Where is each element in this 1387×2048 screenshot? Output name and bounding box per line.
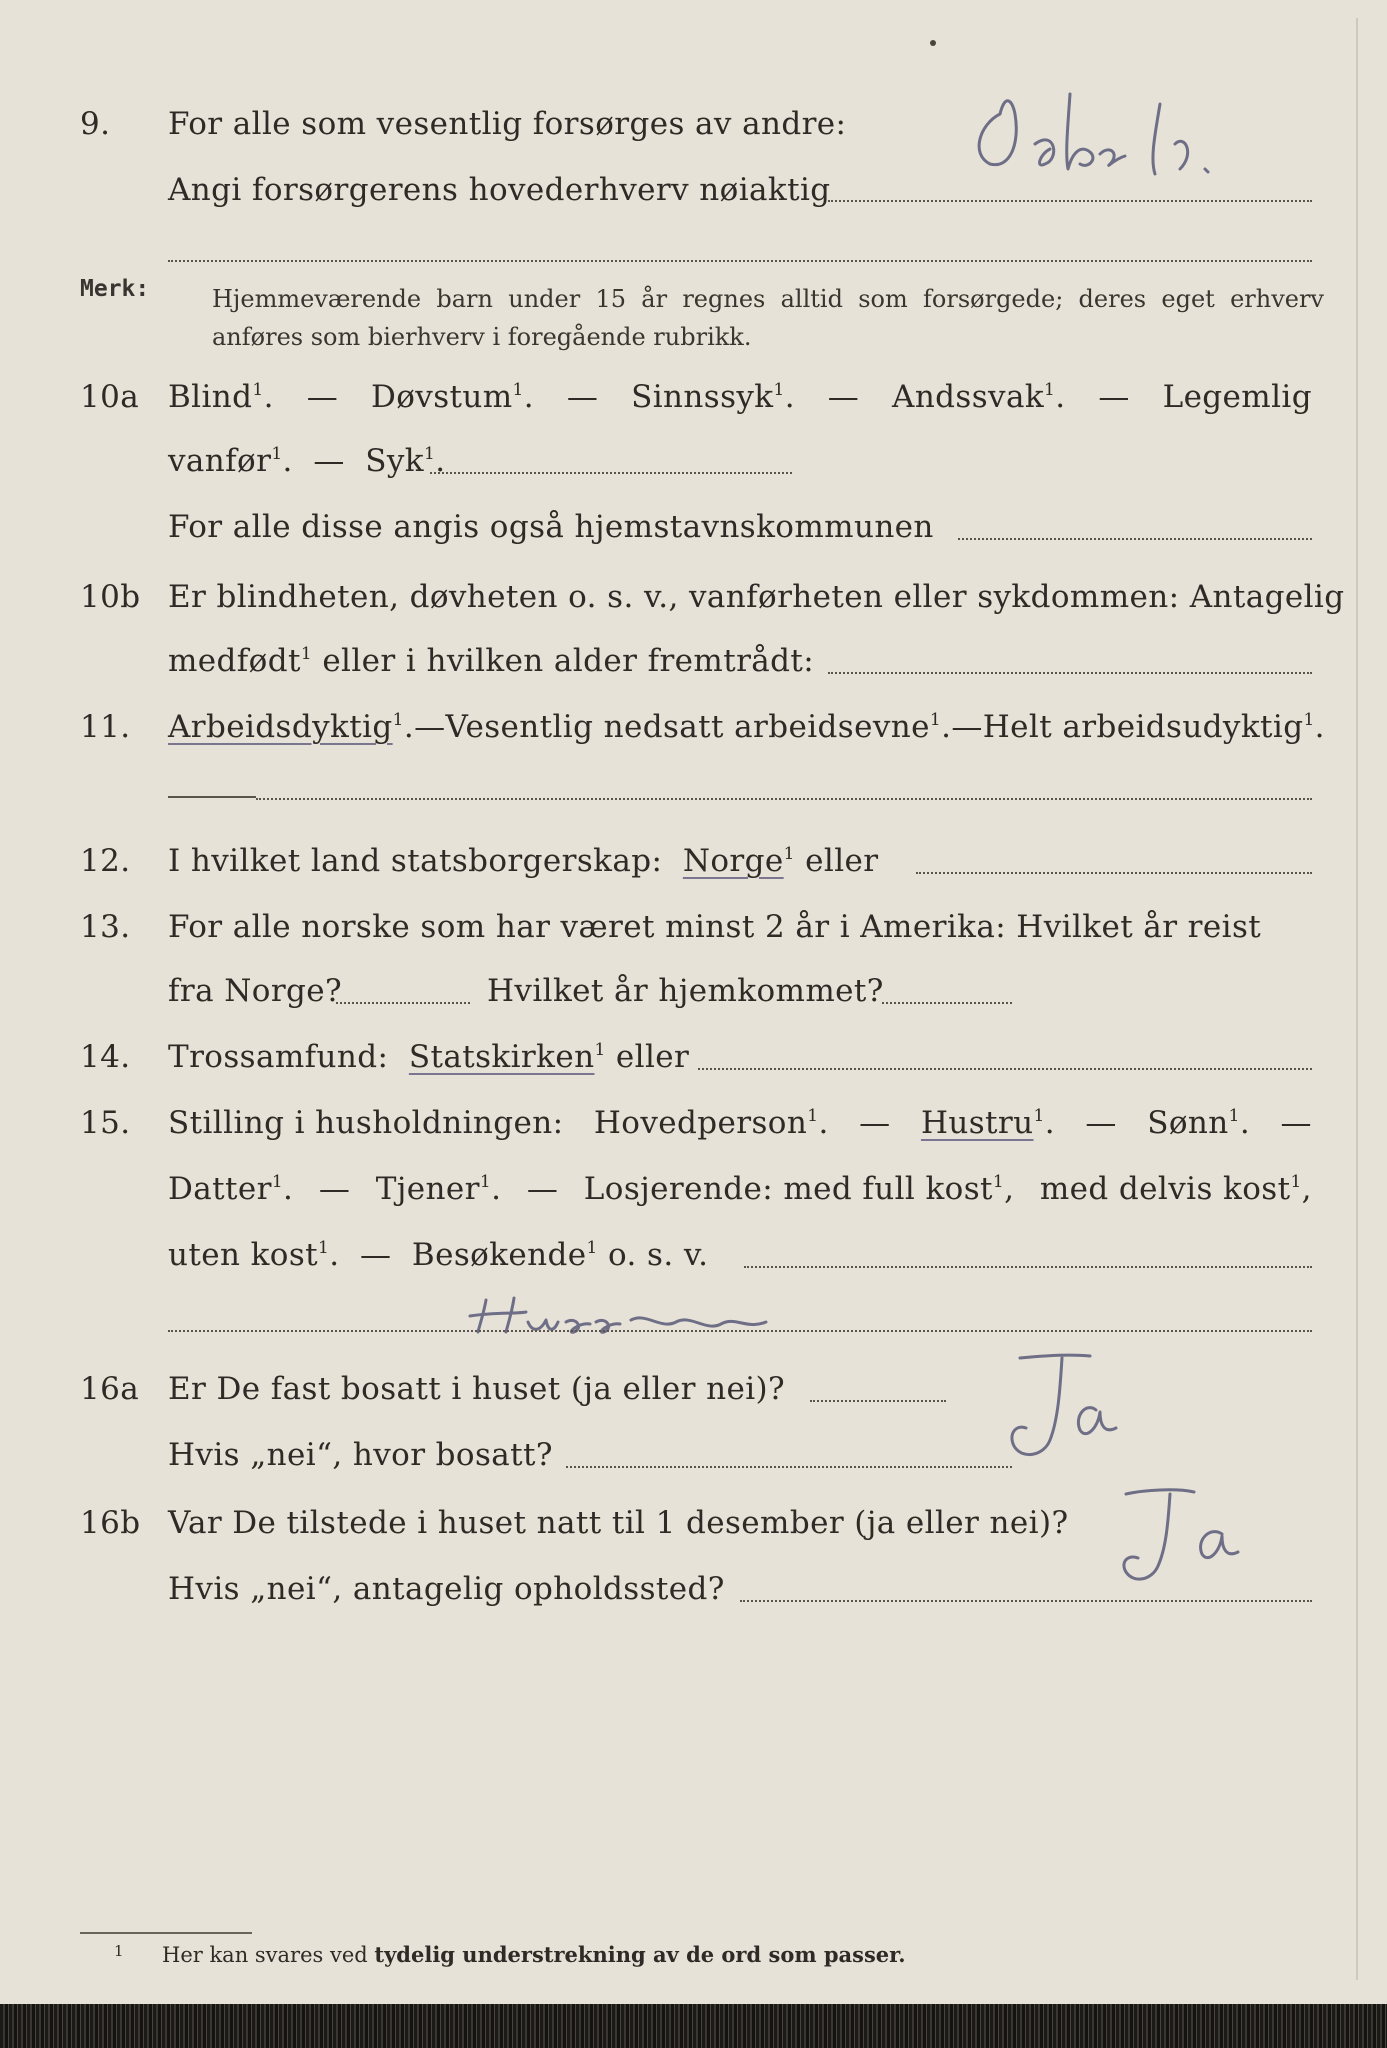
ink-speck [930, 40, 936, 46]
q13-hjem-line [882, 1002, 1012, 1004]
dash: — [951, 709, 983, 745]
q11-answer-stroke [168, 796, 256, 798]
q15-stilling: Stilling i husholdningen: [168, 1105, 564, 1141]
q16a-line-1: Er De fast bosatt i huset (ja eller nei)? [168, 1371, 786, 1407]
opt-syk: Syk [365, 443, 424, 479]
opt-arbeidsdyktig: Arbeidsdyktig [168, 709, 393, 745]
q13-fra-line [336, 1002, 470, 1004]
q10a-hjemstavn-line [958, 538, 1312, 540]
opt-losjerende: Losjerende: med full kost [583, 1171, 993, 1207]
q16b-line-2: Hvis „nei“, antagelig opholdssted? [168, 1571, 725, 1607]
opt-hovedperson: Hovedperson [593, 1105, 808, 1141]
q16a-number: 16a [80, 1371, 140, 1407]
q10b-line-1: Er blindheten, døvheten o. s. v., vanførheten eller sykdommen: Antagelig [168, 579, 1345, 615]
scan-edge-strip [0, 2004, 1387, 2048]
q12-number: 12. [80, 843, 131, 879]
q15-number: 15. [80, 1105, 131, 1141]
dash: — [827, 379, 860, 415]
q16b-handwritten-answer [1090, 1484, 1270, 1596]
opt-dovstum: Døvstum [370, 379, 513, 415]
opt-legemlig: Legemlig [1162, 379, 1312, 415]
q15-handwritten-answer [466, 1292, 786, 1340]
q11-number: 11. [80, 709, 131, 745]
opt-udyktig: Helt arbeidsudyktig [982, 709, 1304, 745]
opt-vanfor: vanfør [168, 443, 272, 479]
opt-statskirken: Statskirken [408, 1039, 595, 1075]
q9-line-1: For alle som vesentlig forsørges av andre: [168, 106, 847, 142]
opt-datter: Datter [168, 1171, 272, 1207]
q10b-line-2: eller i hvilken alder fremtrådt: [322, 643, 815, 679]
dash: — [1098, 379, 1130, 415]
q16a-bosatt-line [566, 1466, 1012, 1468]
q10b-answer-line [828, 672, 1312, 674]
footnote-text-a: Her kan svares ved [162, 1943, 368, 1967]
opt-uten: uten kost [168, 1237, 319, 1273]
q13-fra-norge: fra Norge? [168, 973, 343, 1009]
opt-sonn: Sønn [1147, 1105, 1229, 1141]
dash: — [313, 443, 345, 479]
q12-eller: eller [805, 843, 879, 879]
opt-delvis: med delvis kost [1039, 1171, 1291, 1207]
census-form-page: 9. For alle som vesentlig forsørges av andre: Angi forsørgerens hovederhverv nøiaktig Merk: Hjemmeværende barn under 15 år regnes alltid som forsørgede; deres eget erhverv anføres som bierhverv i foregående rubrikk. 10a Blind$^1$. — Døvstum$^1$. — Sinnssyk$^1$. — Andssvak$^1$. — Legemlig vanfør$^1$. — Syk$^1$. For alle disse angis også hjemstavnskommunen 10b Er blindheten, døvheten o. s. v., vanførheten eller sykdommen: Antagelig medfødt$^1$ eller i hvilken alder fremtrådt: 11. Arbeidsdyktig$^1$. — Vesentlig nedsatt arbeidsevne$^1$. — Helt arbeidsudyktig$^1$. 12. I hvilket land statsborgerskap: Norge$^1$ eller 13. For alle norske som har været minst 2 år i Amerika: Hvilket år reist fra Norge? Hvilket år hjemkommet? 14. Trossamfund: Statskirken$^1$ eller 15. Stilling i husholdningen: Hovedperson$^1$. — Hustru$^1$. — Sønn$^1$. — Datter$^1$. — Tjener$^1$. — Losjerende: med full kost$^1$, med delvis kost$^1$, uten kost$^1$. — Besøkende$^1$ o. s. v. 16a Er De fast bosatt i huset (ja eller nei)? Hvis „nei“, hvor bosatt? 16b Var De tilstede i huset natt til 1 desember (ja eller nei)? Hvis „nei“, antagelig opholdssted? 1 Her kan svares ved tydelig understrekning av de ord som passer. [0, 0, 1387, 2004]
q10a-options: Blind$^1$. — Døvstum$^1$. — Sinnssyk$^1$. — Andssvak$^1$. — Legemlig [168, 372, 1312, 422]
opt-nedsatt: Vesentlig nedsatt arbeidsevne [445, 709, 930, 745]
dash: — [414, 709, 446, 745]
q10a-number: 10a [80, 379, 140, 415]
q15-osv: o. s. v. [608, 1237, 709, 1273]
q16a-handwritten-answer [1000, 1350, 1180, 1470]
q10a-answer-line [430, 472, 792, 474]
opt-andssvak: Andssvak [892, 379, 1045, 415]
opt-tjener: Tjener [375, 1171, 480, 1207]
dash: — [859, 1105, 891, 1141]
q12-text: I hvilket land statsborgerskap: [168, 843, 663, 879]
q16a-answer-line [810, 1400, 946, 1402]
q13-hjemkommet: Hvilket år hjemkommet? [487, 973, 884, 1009]
q16b-number: 16b [80, 1505, 141, 1541]
dash: — [566, 379, 599, 415]
q9-number: 9. [80, 106, 111, 142]
opt-norge: Norge [682, 843, 784, 879]
merk-label: Merk: [80, 276, 150, 302]
opt-hustru: Hustru [920, 1105, 1034, 1141]
footnote-text-b: tydelig understrekning av de ord som passer. [374, 1942, 906, 1967]
footnote [116, 1942, 906, 1967]
dash: — [360, 1237, 392, 1273]
q16b-opholdssted-line [740, 1600, 1312, 1602]
q14-text: Trossamfund: [168, 1039, 389, 1075]
dash: — [306, 379, 339, 415]
q14-number: 14. [80, 1039, 131, 1075]
q9-answer-line [828, 200, 1312, 202]
q10a-line-3: For alle disse angis også hjemstavnskommunen [168, 509, 934, 545]
q15-answer-line-1 [744, 1266, 1312, 1268]
dash: — [1085, 1105, 1117, 1141]
q9-handwritten-answer [960, 84, 1260, 194]
q14-answer-line [698, 1068, 1312, 1070]
q12-answer-line [916, 872, 1312, 874]
opt-sinnssyk: Sinnssyk [631, 379, 774, 415]
q9-line-2: Angi forsørgerens hovederhverv nøiaktig [168, 172, 831, 208]
q13-line-1: For alle norske som har været minst 2 år i Amerika: Hvilket år reist [168, 909, 1262, 945]
q16a-line-2: Hvis „nei“, hvor bosatt? [168, 1437, 553, 1473]
opt-medfodt: medfødt [168, 643, 301, 679]
q14-eller: eller [615, 1039, 690, 1075]
q9-extra-line [168, 260, 1312, 262]
merk-text: Hjemmeværende barn under 15 år regnes alltid som forsørgede; deres eget erhverv anføres som bierhverv i foregående rubrikk. [212, 285, 1324, 351]
q11-answer-line [256, 798, 1312, 800]
opt-besokende: Besøkende [411, 1237, 587, 1273]
q13-number: 13. [80, 909, 131, 945]
q10b-number: 10b [80, 579, 141, 615]
footnote-rule [80, 1932, 252, 1934]
q16b-line-1: Var De tilstede i huset natt til 1 desember (ja eller nei)? [168, 1505, 1069, 1541]
dash: — [1280, 1105, 1312, 1141]
opt-blind: Blind [168, 379, 253, 415]
dash: — [318, 1171, 351, 1207]
footnote-mark: 1 [114, 1942, 124, 1960]
q15-answer-line-2 [168, 1330, 1312, 1332]
dash: — [526, 1171, 559, 1207]
